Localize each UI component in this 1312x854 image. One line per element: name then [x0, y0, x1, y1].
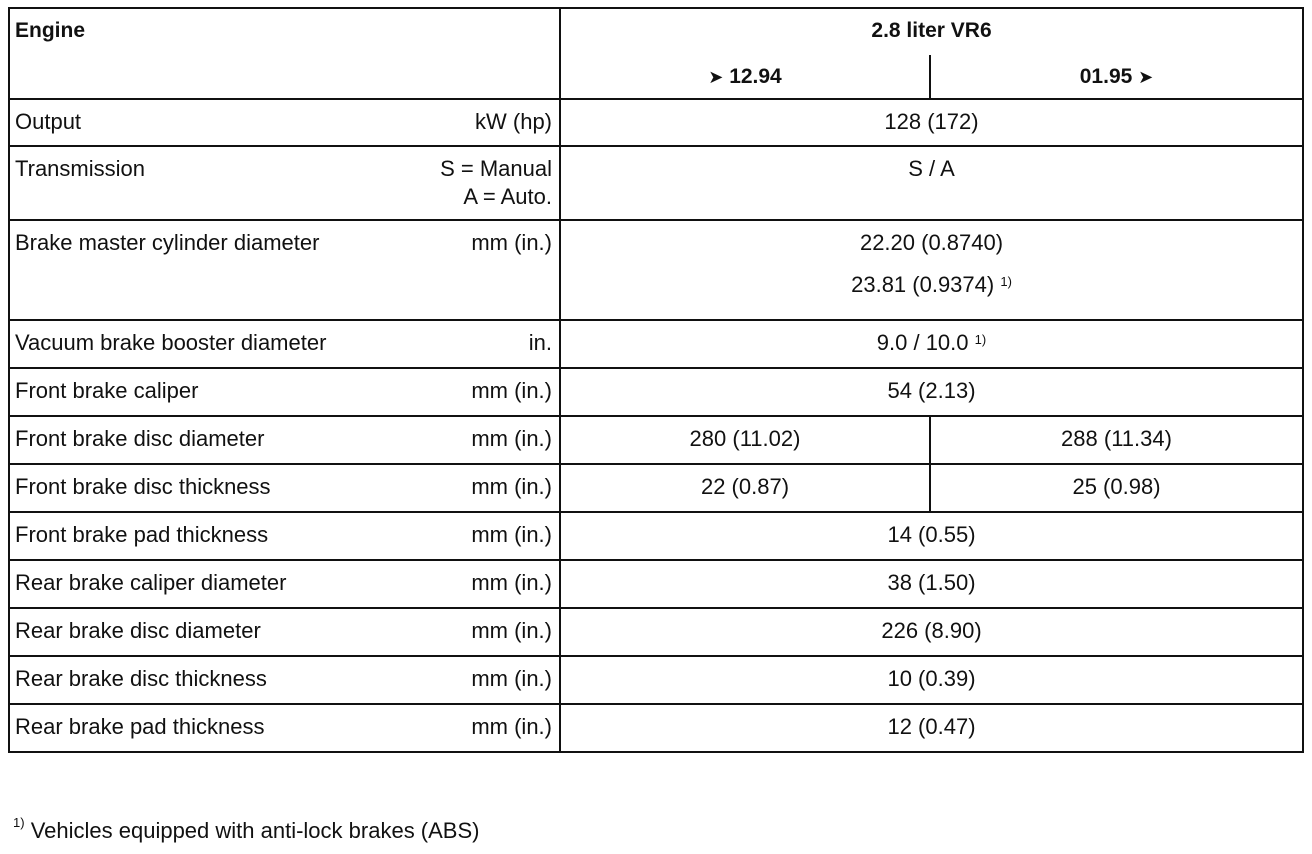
row-label-cell	[9, 560, 560, 608]
row-label: Rear brake disc diameter	[15, 618, 261, 643]
row-value: 9.0 / 10.0 $^{1)}$	[560, 320, 1303, 368]
row-value-b: 25 (0.98)	[930, 464, 1303, 512]
row-unit: mm (in.)	[471, 570, 552, 595]
row-unit: mm (in.)	[471, 426, 552, 451]
row-value: 12 (0.47)	[560, 704, 1303, 752]
footnote-marker: 1)	[13, 815, 25, 830]
row-unit: in.	[528, 330, 552, 355]
row-unit: mm (in.)	[471, 474, 552, 499]
table-row	[9, 99, 1303, 146]
table-row	[9, 656, 1303, 704]
row-value-a: 22 (0.87)	[560, 464, 930, 512]
brake-spec-table	[8, 7, 1304, 753]
row-label: Transmission	[15, 156, 145, 181]
arrow-right-icon: ➤	[708, 66, 724, 87]
row-label-cell	[9, 99, 560, 146]
header-row	[9, 8, 1303, 55]
row-value: 10 (0.39)	[560, 656, 1303, 704]
row-value: 54 (2.13)	[560, 368, 1303, 416]
table-row	[9, 368, 1303, 416]
engine-header-label: Engine	[9, 8, 560, 99]
row-label-cell	[9, 512, 560, 560]
table-row	[9, 146, 1303, 220]
row-unit: mm (in.)	[471, 522, 552, 547]
row-label-cell	[9, 608, 560, 656]
row-label: Rear brake pad thickness	[15, 714, 265, 739]
footnote-marker: 1)	[974, 332, 987, 347]
table-row	[9, 704, 1303, 752]
row-label-cell	[9, 146, 560, 220]
row-label-cell	[9, 704, 560, 752]
row-label: Front brake disc diameter	[15, 426, 265, 451]
row-unit: mm (in.)	[471, 378, 552, 403]
row-value-a: 280 (11.02)	[560, 416, 930, 464]
row-label-cell	[9, 416, 560, 464]
value-line-1: 22.20 (0.8740)	[859, 230, 1004, 255]
row-value: 38 (1.50)	[560, 560, 1303, 608]
table-row	[9, 320, 1303, 368]
table-row	[9, 560, 1303, 608]
row-label-cell	[9, 320, 560, 368]
row-value: 128 (172)	[560, 99, 1303, 146]
row-label-cell	[9, 656, 560, 704]
row-value: 226 (8.90)	[560, 608, 1303, 656]
row-label-cell	[9, 464, 560, 512]
row-label: Brake master cylinder diameter	[15, 230, 320, 255]
footnote-marker: 1)	[1000, 274, 1012, 289]
row-value	[560, 220, 1303, 320]
row-unit: mm (in.)	[471, 230, 552, 255]
row-unit: mm (in.)	[471, 714, 552, 739]
row-value-b: 288 (11.34)	[930, 416, 1303, 464]
period-b-header	[930, 55, 1303, 99]
footnote	[13, 815, 480, 844]
row-label: Front brake pad thickness	[15, 522, 269, 547]
row-unit: kW (hp)	[475, 109, 552, 134]
table-row	[9, 416, 1303, 464]
row-unit: S = Manual A = Auto.	[440, 156, 552, 209]
row-label: Rear brake caliper diameter	[15, 570, 287, 595]
row-label-cell	[9, 220, 560, 320]
table-row	[9, 464, 1303, 512]
row-value: 14 (0.55)	[560, 512, 1303, 560]
table-row	[9, 512, 1303, 560]
period-b-label: 01.95	[1079, 64, 1133, 88]
engine-name-header: 2.8 liter VR6	[560, 8, 1303, 55]
row-label: Output	[15, 109, 82, 134]
arrow-right-icon: ➤	[1138, 66, 1154, 87]
table-row	[9, 608, 1303, 656]
row-label: Rear brake disc thickness	[15, 666, 267, 691]
period-a-header	[560, 55, 930, 99]
value-line-2: 23.81 (0.9374) $^{1)}$	[851, 272, 1012, 297]
row-label: Front brake disc thickness	[15, 474, 271, 499]
row-label: Front brake caliper	[15, 378, 199, 403]
period-a-label: 12.94	[729, 64, 782, 88]
row-label: Vacuum brake booster diameter	[15, 330, 327, 355]
footnote-text: Vehicles equipped with anti-lock brakes (ABS)	[30, 818, 480, 843]
row-unit: mm (in.)	[471, 666, 552, 691]
row-value: S / A	[560, 146, 1303, 220]
row-label-cell	[9, 368, 560, 416]
row-unit: mm (in.)	[471, 618, 552, 643]
table-row	[9, 220, 1303, 320]
